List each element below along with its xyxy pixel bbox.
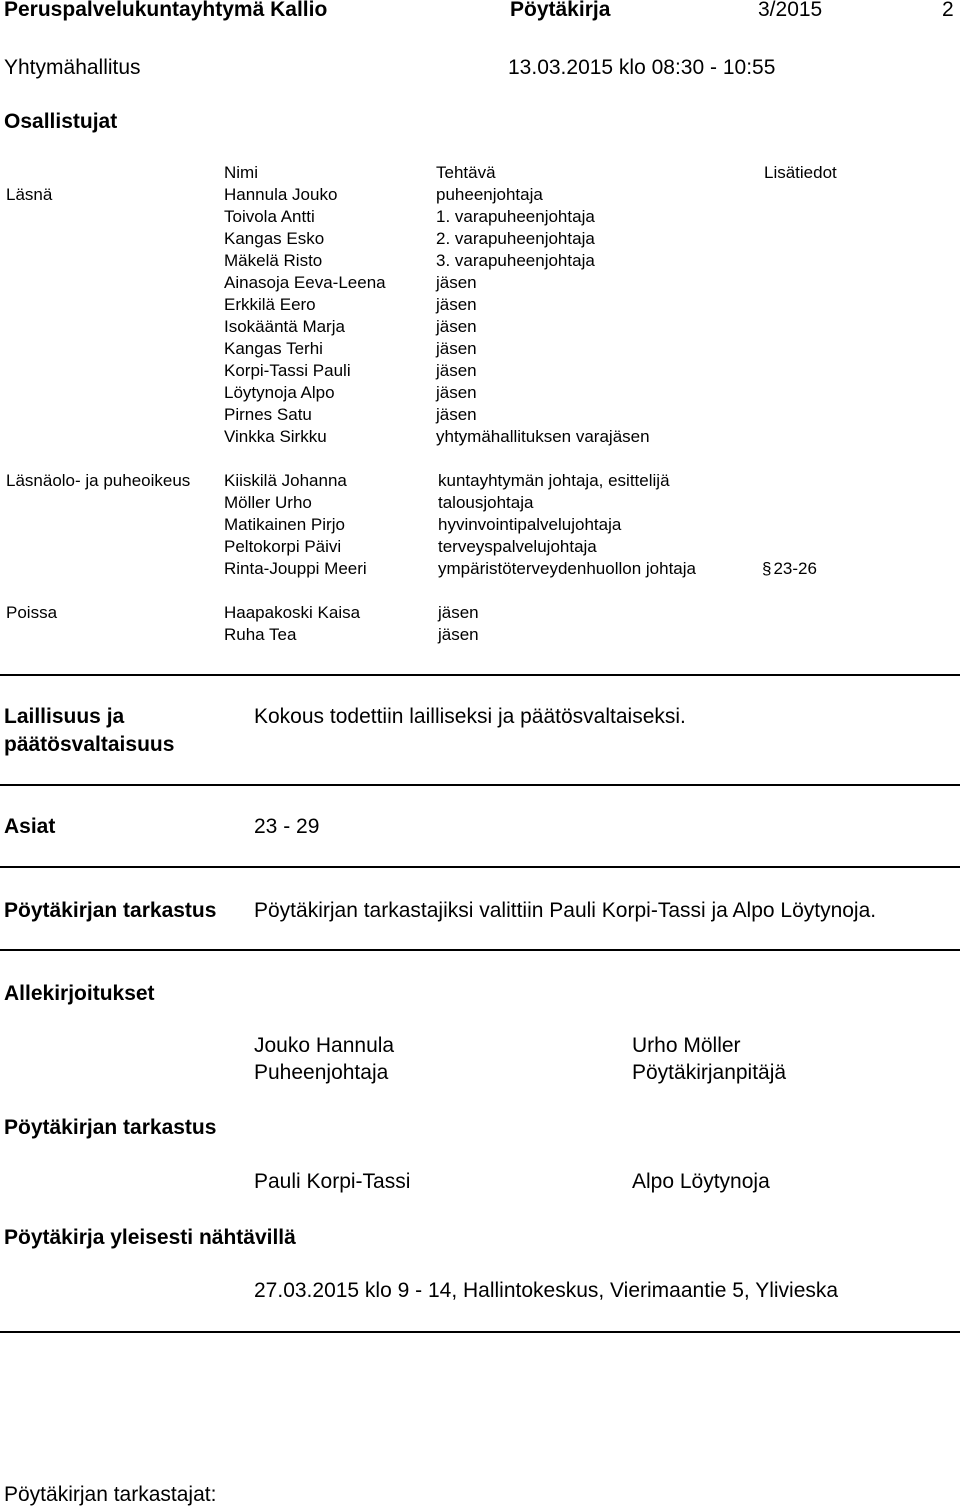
list-item: Löytynoja Alpo <box>224 383 335 402</box>
list-item: Toivola Antti <box>224 207 315 226</box>
speaking-rights-label: Läsnäolo- ja puheoikeus <box>6 471 191 490</box>
list-item: hyvinvointipalvelujohtaja <box>438 515 622 534</box>
list-item: Kiiskilä Johanna <box>224 471 347 490</box>
page-number: 2 <box>942 0 954 21</box>
review-text: Pöytäkirjan tarkastajiksi valittiin Pauli Korpi-Tassi ja Alpo Löytynoja. <box>254 899 877 922</box>
divider <box>0 1331 960 1333</box>
present-roles-list <box>436 184 650 448</box>
list-item: Hannula Jouko <box>224 185 338 204</box>
column-header-name: Nimi <box>224 163 258 182</box>
list-item: Haapakoski Kaisa <box>224 603 361 622</box>
list-item: kuntayhtymän johtaja, esittelijä <box>438 471 670 490</box>
list-item: Kangas Esko <box>224 229 325 248</box>
secretary-name: Urho Möller <box>632 1034 741 1057</box>
reviewer-1-name: Pauli Korpi-Tassi <box>254 1170 411 1193</box>
document-type: Pöytäkirja <box>510 0 611 21</box>
speaking-names-list <box>224 470 367 580</box>
present-names-list <box>224 184 386 448</box>
review-signatures-label: Pöytäkirjan tarkastus <box>4 1116 217 1139</box>
document-number: 3/2015 <box>758 0 823 21</box>
list-item: 1. varapuheenjohtaja <box>436 207 595 226</box>
chair-name: Jouko Hannula <box>254 1034 395 1057</box>
reviewer-2-name: Alpo Löytynoja <box>632 1170 770 1193</box>
reviewers-footer-label: Pöytäkirjan tarkastajat: <box>4 1483 217 1506</box>
list-item: yhtymähallituksen varajäsen <box>436 427 650 446</box>
public-display-label: Pöytäkirja yleisesti nähtävillä <box>4 1226 296 1249</box>
public-display-text: 27.03.2015 klo 9 - 14, Hallintokeskus, Vierimaantie 5, Ylivieska <box>254 1279 839 1302</box>
list-item: jäsen <box>436 317 477 336</box>
list-item: jäsen <box>436 339 477 358</box>
speaking-roles-list <box>438 470 696 580</box>
column-header-role: Tehtävä <box>436 163 496 182</box>
meeting-datetime: 13.03.2015 klo 08:30 - 10:55 <box>508 56 776 79</box>
divider <box>0 784 960 786</box>
participants-title: Osallistujat <box>4 110 118 133</box>
list-item: Matikainen Pirjo <box>224 515 345 534</box>
review-label: Pöytäkirjan tarkastus <box>4 899 217 922</box>
divider <box>0 674 960 676</box>
legality-label-line2: päätösvaltaisuus <box>4 733 175 756</box>
divider <box>0 866 960 868</box>
present-label: Läsnä <box>6 185 53 204</box>
list-item: jäsen <box>436 273 477 292</box>
list-item: Rinta-Jouppi Meeri <box>224 559 367 578</box>
list-item: Erkkilä Eero <box>224 295 316 314</box>
legality-text: Kokous todettiin lailliseksi ja päätösvaltaiseksi. <box>254 705 686 728</box>
list-item: jäsen <box>438 625 479 644</box>
list-item: Ainasoja Eeva-Leena <box>224 273 386 292</box>
list-item: Isokääntä Marja <box>224 317 345 336</box>
legality-label-line1: Laillisuus ja <box>4 705 125 728</box>
signatures-label: Allekirjoitukset <box>4 982 155 1005</box>
chair-role: Puheenjohtaja <box>254 1061 389 1084</box>
list-item: jäsen <box>436 383 477 402</box>
section-range: 23-26 <box>773 559 817 578</box>
list-item: terveyspalvelujohtaja <box>438 537 597 556</box>
divider <box>0 949 960 951</box>
list-item: Ruha Tea <box>224 625 297 644</box>
list-item: talousjohtaja <box>438 493 534 512</box>
matters-label: Asiat <box>4 815 56 838</box>
list-item: Vinkka Sirkku <box>224 427 327 446</box>
list-item: jäsen <box>436 405 477 424</box>
meeting-body: Yhtymähallitus <box>4 56 141 79</box>
list-item: Möller Urho <box>224 493 312 512</box>
list-item: 3. varapuheenjohtaja <box>436 251 595 270</box>
list-item: puheenjohtaja <box>436 185 543 204</box>
list-item: 2. varapuheenjohtaja <box>436 229 595 248</box>
organization-name: Peruspalvelukuntayhtymä Kallio <box>4 0 328 21</box>
list-item: jäsen <box>438 603 479 622</box>
absent-roles-list <box>438 602 479 646</box>
list-item: Mäkelä Risto <box>224 251 323 270</box>
secretary-role: Pöytäkirjanpitäjä <box>632 1061 787 1084</box>
list-item: ympäristöterveydenhuollon johtaja <box>438 559 696 578</box>
list-item: jäsen <box>436 295 477 314</box>
speaking-info <box>762 558 817 580</box>
matters-text: 23 - 29 <box>254 815 320 838</box>
list-item: jäsen <box>436 361 477 380</box>
column-header-info: Lisätiedot <box>764 163 837 182</box>
absent-label: Poissa <box>6 603 58 622</box>
absent-names-list <box>224 602 360 646</box>
list-item: Pirnes Satu <box>224 405 312 424</box>
list-item: Korpi-Tassi Pauli <box>224 361 351 380</box>
list-item: Peltokorpi Päivi <box>224 537 342 556</box>
list-item: Kangas Terhi <box>224 339 323 358</box>
section-sign: § <box>762 559 772 578</box>
